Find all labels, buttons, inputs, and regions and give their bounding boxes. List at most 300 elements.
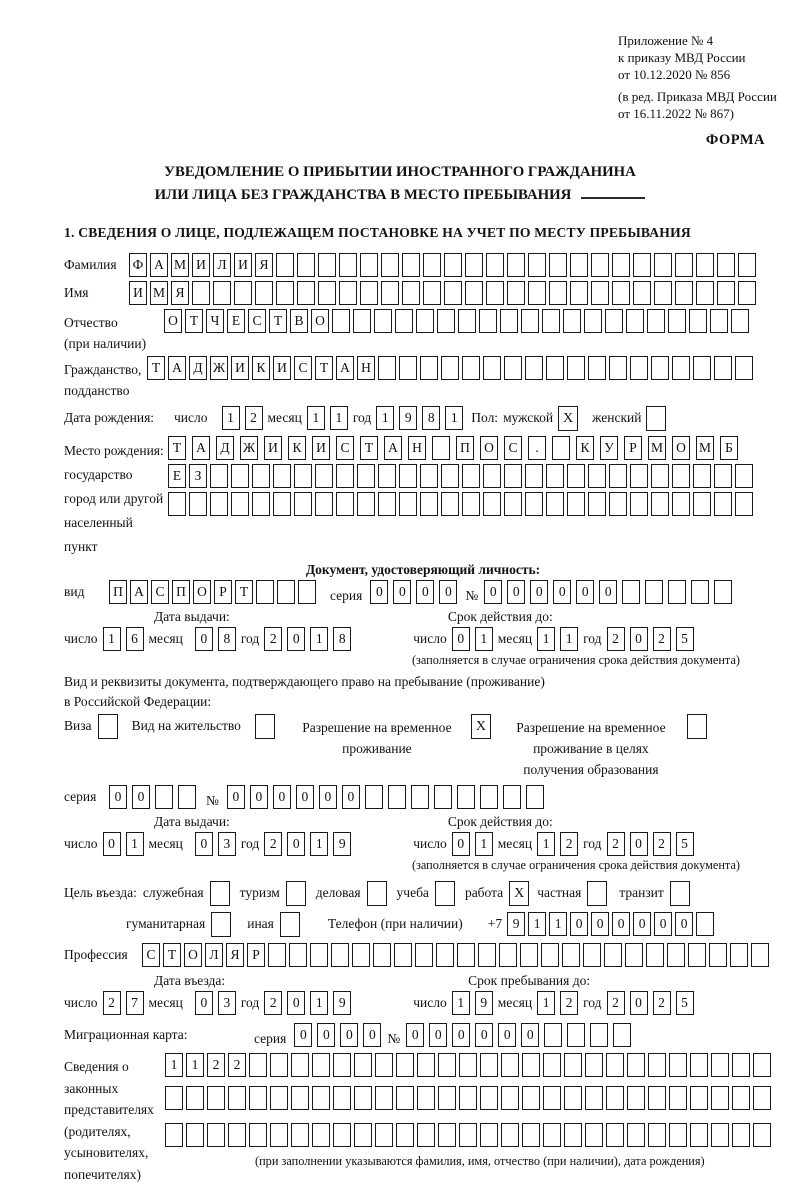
grid-cell[interactable]: 9: [399, 406, 417, 430]
grid-cell[interactable]: [669, 1123, 687, 1147]
grid-cell[interactable]: [646, 943, 664, 967]
grid-cell[interactable]: [668, 309, 686, 333]
grid-cell[interactable]: [483, 464, 501, 488]
grid-cell[interactable]: 2: [607, 991, 625, 1015]
grid-cell[interactable]: [732, 1086, 750, 1110]
grid-cell[interactable]: [315, 492, 333, 516]
grid-cell[interactable]: [270, 1086, 288, 1110]
grid-cell[interactable]: 0: [654, 912, 672, 936]
grid-cell[interactable]: [478, 943, 496, 967]
grid-cell[interactable]: [546, 356, 564, 380]
grid-cell[interactable]: [378, 356, 396, 380]
grid-cell[interactable]: [396, 1123, 414, 1147]
grid-cell[interactable]: М: [696, 436, 714, 460]
grid-cell[interactable]: [416, 309, 434, 333]
purpose-study-checkbox[interactable]: [435, 881, 455, 906]
grid-cell[interactable]: [277, 580, 295, 604]
grid-cell[interactable]: С: [142, 943, 160, 967]
grid-cell[interactable]: П: [456, 436, 474, 460]
grid-cell[interactable]: [333, 1086, 351, 1110]
grid-cell[interactable]: 1: [537, 991, 555, 1015]
grid-cell[interactable]: [710, 309, 728, 333]
grid-cell[interactable]: [375, 1053, 393, 1077]
grid-cell[interactable]: [564, 1086, 582, 1110]
grid-cell[interactable]: 2: [264, 832, 282, 856]
grid-cell[interactable]: О: [311, 309, 329, 333]
grid-cell[interactable]: [480, 785, 498, 809]
grid-cell[interactable]: [504, 492, 522, 516]
grid-cell[interactable]: [298, 580, 316, 604]
grid-cell[interactable]: [605, 309, 623, 333]
grid-cell[interactable]: 1: [560, 627, 578, 651]
purpose-business-checkbox[interactable]: [367, 881, 387, 906]
grid-cell[interactable]: [417, 1053, 435, 1077]
grid-cell[interactable]: [357, 464, 375, 488]
grid-cell[interactable]: 0: [109, 785, 127, 809]
grid-cell[interactable]: 0: [484, 580, 502, 604]
grid-cell[interactable]: [717, 281, 735, 305]
grid-cell[interactable]: [501, 1053, 519, 1077]
grid-cell[interactable]: [289, 943, 307, 967]
grid-cell[interactable]: [252, 492, 270, 516]
grid-cell[interactable]: 1: [549, 912, 567, 936]
grid-cell[interactable]: 0: [342, 785, 360, 809]
grid-cell[interactable]: [612, 253, 630, 277]
grid-cell[interactable]: 0: [429, 1023, 447, 1047]
grid-cell[interactable]: [735, 464, 753, 488]
grid-cell[interactable]: 0: [530, 580, 548, 604]
grid-cell[interactable]: [465, 253, 483, 277]
grid-cell[interactable]: [648, 1123, 666, 1147]
grid-cell[interactable]: И: [129, 281, 147, 305]
grid-cell[interactable]: [606, 1123, 624, 1147]
grid-cell[interactable]: Я: [171, 281, 189, 305]
grid-cell[interactable]: 9: [507, 912, 525, 936]
grid-cell[interactable]: 0: [633, 912, 651, 936]
purpose-humanitarian-checkbox[interactable]: [211, 912, 231, 937]
male-checkbox[interactable]: X: [558, 406, 578, 431]
grid-cell[interactable]: [268, 943, 286, 967]
grid-cell[interactable]: [564, 1053, 582, 1077]
grid-cell[interactable]: М: [171, 253, 189, 277]
grid-cell[interactable]: [462, 492, 480, 516]
grid-cell[interactable]: [696, 912, 714, 936]
grid-cell[interactable]: Д: [189, 356, 207, 380]
grid-cell[interactable]: [312, 1123, 330, 1147]
grid-cell[interactable]: К: [288, 436, 306, 460]
grid-cell[interactable]: [365, 785, 383, 809]
grid-cell[interactable]: [165, 1123, 183, 1147]
purpose-tourism-checkbox[interactable]: [286, 881, 306, 906]
grid-cell[interactable]: [483, 492, 501, 516]
grid-cell[interactable]: [315, 464, 333, 488]
grid-cell[interactable]: [544, 1023, 562, 1047]
rvp-checkbox[interactable]: X: [471, 714, 491, 739]
grid-cell[interactable]: [613, 1023, 631, 1047]
grid-cell[interactable]: [499, 943, 517, 967]
grid-cell[interactable]: [399, 356, 417, 380]
grid-cell[interactable]: [276, 253, 294, 277]
grid-cell[interactable]: [588, 492, 606, 516]
grid-cell[interactable]: [423, 281, 441, 305]
grid-cell[interactable]: [520, 943, 538, 967]
grid-cell[interactable]: 1: [330, 406, 348, 430]
grid-cell[interactable]: [459, 1086, 477, 1110]
grid-cell[interactable]: С: [504, 436, 522, 460]
grid-cell[interactable]: [378, 464, 396, 488]
grid-cell[interactable]: 0: [103, 832, 121, 856]
grid-cell[interactable]: 0: [452, 627, 470, 651]
grid-cell[interactable]: [373, 943, 391, 967]
grid-cell[interactable]: [210, 464, 228, 488]
grid-cell[interactable]: Н: [408, 436, 426, 460]
grid-cell[interactable]: [291, 1086, 309, 1110]
grid-cell[interactable]: [541, 943, 559, 967]
grid-cell[interactable]: 2: [207, 1053, 225, 1077]
grid-cell[interactable]: [711, 1053, 729, 1077]
grid-cell[interactable]: [500, 309, 518, 333]
grid-cell[interactable]: [336, 492, 354, 516]
grid-cell[interactable]: [691, 580, 709, 604]
grid-cell[interactable]: [228, 1086, 246, 1110]
grid-cell[interactable]: 0: [675, 912, 693, 936]
grid-cell[interactable]: [522, 1053, 540, 1077]
grid-cell[interactable]: [731, 309, 749, 333]
grid-cell[interactable]: [651, 356, 669, 380]
grid-cell[interactable]: 0: [287, 627, 305, 651]
grid-cell[interactable]: П: [109, 580, 127, 604]
grid-cell[interactable]: [432, 436, 450, 460]
grid-cell[interactable]: [504, 464, 522, 488]
grid-cell[interactable]: [667, 943, 685, 967]
grid-cell[interactable]: [270, 1053, 288, 1077]
grid-cell[interactable]: [375, 1086, 393, 1110]
grid-cell[interactable]: 2: [653, 627, 671, 651]
grid-cell[interactable]: [645, 580, 663, 604]
rvp-education-checkbox[interactable]: [687, 714, 707, 739]
grid-cell[interactable]: [507, 253, 525, 277]
grid-cell[interactable]: [732, 1123, 750, 1147]
grid-cell[interactable]: [189, 492, 207, 516]
grid-cell[interactable]: Т: [360, 436, 378, 460]
grid-cell[interactable]: [738, 253, 756, 277]
grid-cell[interactable]: Л: [205, 943, 223, 967]
grid-cell[interactable]: 0: [612, 912, 630, 936]
grid-cell[interactable]: [622, 580, 640, 604]
grid-cell[interactable]: [336, 464, 354, 488]
grid-cell[interactable]: 2: [560, 991, 578, 1015]
grid-cell[interactable]: [186, 1123, 204, 1147]
grid-cell[interactable]: 1: [103, 627, 121, 651]
grid-cell[interactable]: [648, 1086, 666, 1110]
grid-cell[interactable]: [606, 1086, 624, 1110]
grid-cell[interactable]: 1: [452, 991, 470, 1015]
grid-cell[interactable]: [546, 464, 564, 488]
grid-cell[interactable]: [273, 464, 291, 488]
grid-cell[interactable]: 0: [452, 1023, 470, 1047]
grid-cell[interactable]: [627, 1123, 645, 1147]
grid-cell[interactable]: [486, 281, 504, 305]
grid-cell[interactable]: 1: [310, 832, 328, 856]
grid-cell[interactable]: 1: [186, 1053, 204, 1077]
grid-cell[interactable]: 0: [296, 785, 314, 809]
grid-cell[interactable]: [669, 1053, 687, 1077]
grid-cell[interactable]: [396, 1086, 414, 1110]
grid-cell[interactable]: [331, 943, 349, 967]
grid-cell[interactable]: 2: [653, 991, 671, 1015]
grid-cell[interactable]: [381, 281, 399, 305]
grid-cell[interactable]: 0: [227, 785, 245, 809]
grid-cell[interactable]: [672, 464, 690, 488]
grid-cell[interactable]: [276, 281, 294, 305]
grid-cell[interactable]: [751, 943, 769, 967]
grid-cell[interactable]: 2: [103, 991, 121, 1015]
grid-cell[interactable]: [654, 253, 672, 277]
grid-cell[interactable]: [374, 309, 392, 333]
grid-cell[interactable]: Д: [216, 436, 234, 460]
purpose-official-checkbox[interactable]: [210, 881, 230, 906]
grid-cell[interactable]: К: [576, 436, 594, 460]
grid-cell[interactable]: [360, 253, 378, 277]
grid-cell[interactable]: Т: [168, 436, 186, 460]
grid-cell[interactable]: 1: [475, 627, 493, 651]
grid-cell[interactable]: 0: [630, 627, 648, 651]
grid-cell[interactable]: [297, 253, 315, 277]
grid-cell[interactable]: Е: [227, 309, 245, 333]
grid-cell[interactable]: [357, 492, 375, 516]
grid-cell[interactable]: 0: [521, 1023, 539, 1047]
grid-cell[interactable]: [609, 356, 627, 380]
grid-cell[interactable]: [480, 1053, 498, 1077]
grid-cell[interactable]: [714, 464, 732, 488]
grid-cell[interactable]: [388, 785, 406, 809]
grid-cell[interactable]: [732, 1053, 750, 1077]
grid-cell[interactable]: С: [336, 436, 354, 460]
grid-cell[interactable]: [411, 785, 429, 809]
grid-cell[interactable]: [564, 1123, 582, 1147]
grid-cell[interactable]: [549, 281, 567, 305]
grid-cell[interactable]: [714, 356, 732, 380]
grid-cell[interactable]: 1: [310, 991, 328, 1015]
grid-cell[interactable]: [696, 281, 714, 305]
grid-cell[interactable]: [507, 281, 525, 305]
grid-cell[interactable]: 0: [294, 1023, 312, 1047]
grid-cell[interactable]: [231, 464, 249, 488]
grid-cell[interactable]: 1: [537, 627, 555, 651]
grid-cell[interactable]: 5: [676, 991, 694, 1015]
grid-cell[interactable]: [585, 1053, 603, 1077]
grid-cell[interactable]: [543, 1053, 561, 1077]
grid-cell[interactable]: 0: [370, 580, 388, 604]
grid-cell[interactable]: Е: [168, 464, 186, 488]
grid-cell[interactable]: 3: [218, 991, 236, 1015]
grid-cell[interactable]: [753, 1123, 771, 1147]
grid-cell[interactable]: [696, 253, 714, 277]
grid-cell[interactable]: [249, 1086, 267, 1110]
grid-cell[interactable]: [630, 492, 648, 516]
grid-cell[interactable]: [738, 281, 756, 305]
grid-cell[interactable]: [654, 281, 672, 305]
grid-cell[interactable]: 1: [376, 406, 394, 430]
grid-cell[interactable]: [318, 281, 336, 305]
grid-cell[interactable]: [590, 1023, 608, 1047]
grid-cell[interactable]: 0: [340, 1023, 358, 1047]
grid-cell[interactable]: 7: [126, 991, 144, 1015]
grid-cell[interactable]: [294, 492, 312, 516]
grid-cell[interactable]: [567, 492, 585, 516]
grid-cell[interactable]: 2: [653, 832, 671, 856]
grid-cell[interactable]: 0: [406, 1023, 424, 1047]
grid-cell[interactable]: [503, 785, 521, 809]
grid-cell[interactable]: Т: [147, 356, 165, 380]
grid-cell[interactable]: [396, 1053, 414, 1077]
grid-cell[interactable]: 5: [676, 832, 694, 856]
grid-cell[interactable]: О: [164, 309, 182, 333]
grid-cell[interactable]: 2: [607, 627, 625, 651]
grid-cell[interactable]: [462, 356, 480, 380]
grid-cell[interactable]: [420, 492, 438, 516]
grid-cell[interactable]: 1: [165, 1053, 183, 1077]
grid-cell[interactable]: 9: [475, 991, 493, 1015]
grid-cell[interactable]: 0: [195, 627, 213, 651]
grid-cell[interactable]: [168, 492, 186, 516]
grid-cell[interactable]: Р: [214, 580, 232, 604]
grid-cell[interactable]: [521, 309, 539, 333]
grid-cell[interactable]: [480, 1123, 498, 1147]
grid-cell[interactable]: [591, 253, 609, 277]
grid-cell[interactable]: [735, 492, 753, 516]
grid-cell[interactable]: [378, 492, 396, 516]
grid-cell[interactable]: [627, 1086, 645, 1110]
grid-cell[interactable]: [234, 281, 252, 305]
grid-cell[interactable]: 2: [228, 1053, 246, 1077]
grid-cell[interactable]: [291, 1053, 309, 1077]
grid-cell[interactable]: [486, 253, 504, 277]
grid-cell[interactable]: 8: [422, 406, 440, 430]
grid-cell[interactable]: [186, 1086, 204, 1110]
grid-cell[interactable]: [394, 943, 412, 967]
grid-cell[interactable]: И: [234, 253, 252, 277]
grid-cell[interactable]: 1: [528, 912, 546, 936]
grid-cell[interactable]: [672, 356, 690, 380]
grid-cell[interactable]: [273, 492, 291, 516]
grid-cell[interactable]: 0: [475, 1023, 493, 1047]
residence-permit-checkbox[interactable]: [255, 714, 275, 739]
grid-cell[interactable]: 9: [333, 991, 351, 1015]
grid-cell[interactable]: [318, 253, 336, 277]
grid-cell[interactable]: [588, 356, 606, 380]
grid-cell[interactable]: 0: [132, 785, 150, 809]
grid-cell[interactable]: [525, 356, 543, 380]
grid-cell[interactable]: 0: [630, 832, 648, 856]
grid-cell[interactable]: 6: [126, 627, 144, 651]
grid-cell[interactable]: Т: [269, 309, 287, 333]
grid-cell[interactable]: [483, 356, 501, 380]
grid-cell[interactable]: Л: [213, 253, 231, 277]
grid-cell[interactable]: 9: [333, 832, 351, 856]
grid-cell[interactable]: [255, 281, 273, 305]
grid-cell[interactable]: [648, 1053, 666, 1077]
grid-cell[interactable]: А: [168, 356, 186, 380]
grid-cell[interactable]: И: [264, 436, 282, 460]
grid-cell[interactable]: [249, 1053, 267, 1077]
grid-cell[interactable]: [627, 1053, 645, 1077]
grid-cell[interactable]: [585, 1086, 603, 1110]
grid-cell[interactable]: [669, 1086, 687, 1110]
grid-cell[interactable]: [546, 492, 564, 516]
grid-cell[interactable]: 0: [439, 580, 457, 604]
grid-cell[interactable]: Т: [235, 580, 253, 604]
grid-cell[interactable]: [567, 1023, 585, 1047]
grid-cell[interactable]: Ж: [240, 436, 258, 460]
grid-cell[interactable]: [647, 309, 665, 333]
grid-cell[interactable]: [552, 436, 570, 460]
grid-cell[interactable]: И: [312, 436, 330, 460]
grid-cell[interactable]: [626, 309, 644, 333]
grid-cell[interactable]: 2: [607, 832, 625, 856]
grid-cell[interactable]: С: [248, 309, 266, 333]
grid-cell[interactable]: [690, 1123, 708, 1147]
grid-cell[interactable]: [459, 1123, 477, 1147]
grid-cell[interactable]: [543, 1086, 561, 1110]
grid-cell[interactable]: 8: [218, 627, 236, 651]
grid-cell[interactable]: [689, 309, 707, 333]
grid-cell[interactable]: [753, 1086, 771, 1110]
grid-cell[interactable]: М: [648, 436, 666, 460]
grid-cell[interactable]: А: [336, 356, 354, 380]
grid-cell[interactable]: 2: [245, 406, 263, 430]
grid-cell[interactable]: 0: [319, 785, 337, 809]
grid-cell[interactable]: [585, 1123, 603, 1147]
grid-cell[interactable]: [584, 309, 602, 333]
grid-cell[interactable]: [332, 309, 350, 333]
grid-cell[interactable]: [399, 492, 417, 516]
purpose-other-checkbox[interactable]: [280, 912, 300, 937]
grid-cell[interactable]: [693, 492, 711, 516]
grid-cell[interactable]: [562, 943, 580, 967]
grid-cell[interactable]: Р: [247, 943, 265, 967]
grid-cell[interactable]: 0: [553, 580, 571, 604]
grid-cell[interactable]: [353, 309, 371, 333]
grid-cell[interactable]: [441, 356, 459, 380]
grid-cell[interactable]: [354, 1123, 372, 1147]
grid-cell[interactable]: [501, 1123, 519, 1147]
grid-cell[interactable]: [312, 1086, 330, 1110]
purpose-private-checkbox[interactable]: [587, 881, 607, 906]
grid-cell[interactable]: [528, 281, 546, 305]
grid-cell[interactable]: 2: [264, 991, 282, 1015]
grid-cell[interactable]: 1: [126, 832, 144, 856]
grid-cell[interactable]: [297, 281, 315, 305]
grid-cell[interactable]: [591, 281, 609, 305]
grid-cell[interactable]: [459, 1053, 477, 1077]
grid-cell[interactable]: [458, 309, 476, 333]
purpose-transit-checkbox[interactable]: [670, 881, 690, 906]
grid-cell[interactable]: [420, 464, 438, 488]
grid-cell[interactable]: Ч: [206, 309, 224, 333]
grid-cell[interactable]: [688, 943, 706, 967]
grid-cell[interactable]: Т: [163, 943, 181, 967]
grid-cell[interactable]: 1: [475, 832, 493, 856]
grid-cell[interactable]: 0: [507, 580, 525, 604]
grid-cell[interactable]: И: [273, 356, 291, 380]
grid-cell[interactable]: У: [600, 436, 618, 460]
female-checkbox[interactable]: [646, 406, 666, 431]
grid-cell[interactable]: [526, 785, 544, 809]
grid-cell[interactable]: 3: [218, 832, 236, 856]
grid-cell[interactable]: [570, 281, 588, 305]
grid-cell[interactable]: [437, 309, 455, 333]
